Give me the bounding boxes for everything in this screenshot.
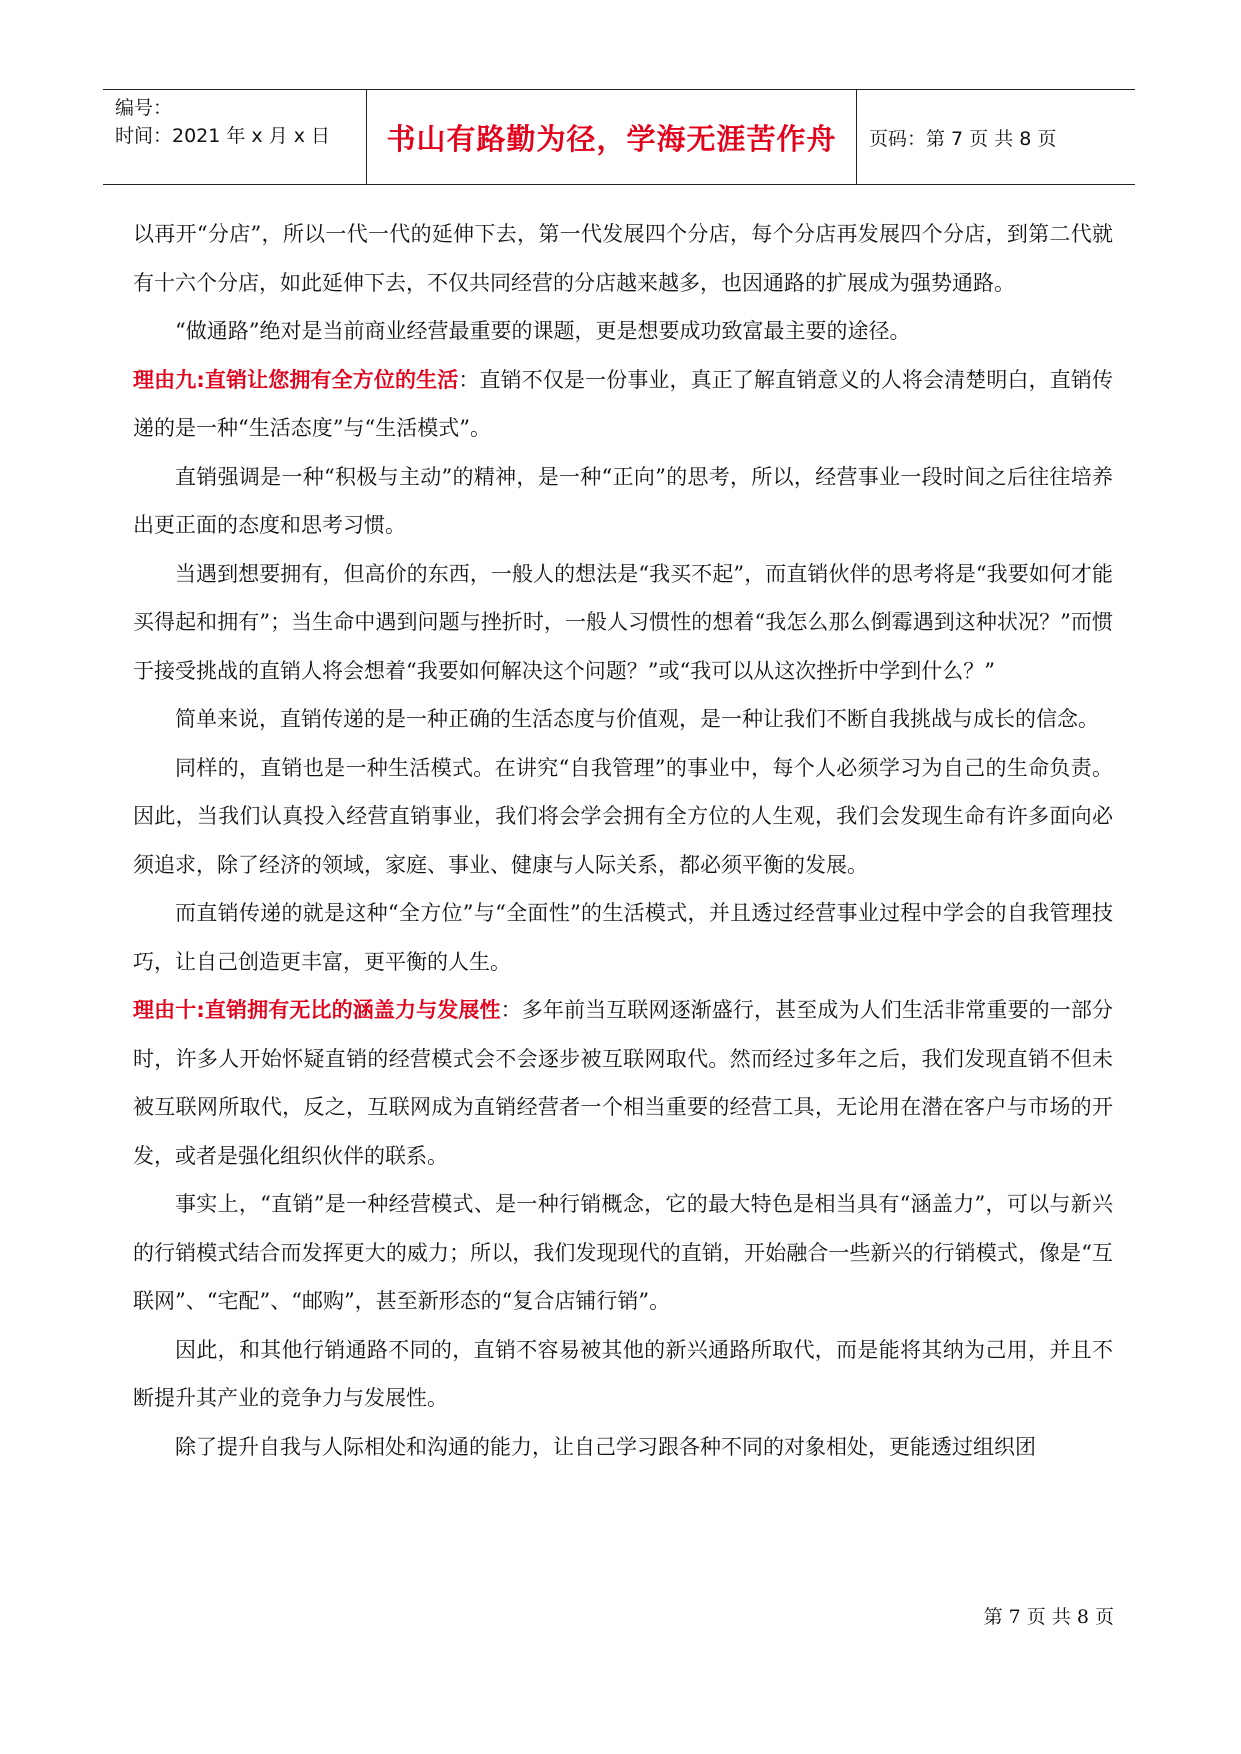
- paragraph-text: ：多年前当互联网逐渐盛行，甚至成为人们生活非常重要的一部分时，许多人开始怀疑直销的经营模式会不会逐步被互联网取代。然而经过多年之后，我们发现直销不但未被互联网所取代，反之，互联网成为直销经营者一个相当重要的经营工具，无论用在潜在客户与市场的开发，或者是强化组织伙伴的联系。: [133, 998, 1113, 1168]
- paragraph: [133, 986, 1113, 1180]
- paragraph-text: ：直销不仅是一份事业，真正了解直销意义的人将会清楚明白，直销传递的是一种“生活态度”与“生活模式”。: [133, 367, 1113, 440]
- paragraph: 当遇到想要拥有，但高价的东西，一般人的想法是“我买不起”，而直销伙伴的思考将是“我要如何才能买得起和拥有”；当生命中遇到问题与挫折时，一般人习惯性的想着“我怎么那么倒霉遇到这种状况？”而惯于接受挑战的直销人将会想着“我要如何解决这个问题？”或“我可以从这次挫折中学到什么？”: [133, 561, 1113, 683]
- header-motto: 书山有路勤为径，学海无涯苦作舟: [367, 90, 857, 184]
- paragraph: 以再开“分店”，所以一代一代的延伸下去，第一代发展四个分店，每个分店再发展四个分店，到第二代就有十六个分店，如此延伸下去，不仅共同经营的分店越来越多，也因通路的扩展成为强势通路。: [133, 222, 1113, 295]
- section-heading-reason-9: 理由九:直销让您拥有全方位的生活: [133, 367, 459, 392]
- header-meta: [103, 90, 367, 184]
- paragraph: 而直销传递的就是这种“全方位”与“全面性”的生活模式，并且透过经营事业过程中学会的自我管理技巧，让自己创造更丰富，更平衡的人生。: [133, 901, 1113, 974]
- paragraph: 直销强调是一种“积极与主动”的精神，是一种“正向”的思考，所以，经营事业一段时间之后往往培养出更正面的态度和思考习惯。: [133, 464, 1113, 537]
- paragraph: 事实上，“直销”是一种经营模式、是一种行销概念，它的最大特色是相当具有“涵盖力”，可以与新兴的行销模式结合而发挥更大的威力；所以，我们发现现代的直销，开始融合一些新兴的行销模式，像是“互联网”、“宅配”、“邮购”，甚至新形态的“复合店铺行销”。: [133, 1192, 1113, 1313]
- document-number-label: 编号：: [115, 97, 173, 119]
- document-time-label: 时间：2021 年 x 月 x 日: [115, 125, 331, 147]
- section-heading-reason-10: 理由十:直销拥有无比的涵盖力与发展性: [133, 998, 501, 1022]
- paragraph: [133, 356, 1113, 453]
- paragraph: 因此，和其他行销通路不同的，直销不容易被其他的新兴通路所取代，而是能将其纳为己用，并且不断提升其产业的竞争力与发展性。: [133, 1337, 1113, 1410]
- paragraph: 同样的，直销也是一种生活模式。在讲究“自我管理”的事业中，每个人必须学习为自己的生命负责。因此，当我们认真投入经营直销事业，我们将会学会拥有全方位的人生观，我们会发现生命有许多面向必须追求，除了经济的领域，家庭、事业、健康与人际关系，都必须平衡的发展。: [133, 755, 1113, 877]
- document-body: [133, 210, 1113, 1471]
- paragraph: 除了提升自我与人际相处和沟通的能力，让自己学习跟各种不同的对象相处，更能透过组织团: [175, 1434, 1036, 1459]
- header-page-info: 页码：第 7 页 共 8 页: [869, 127, 1057, 150]
- document-header: [103, 89, 1135, 185]
- paragraph: 简单来说，直销传递的是一种正确的生活态度与价值观，是一种让我们不断自我挑战与成长的信念。: [175, 707, 1099, 731]
- page-footer: 第 7 页 共 8 页: [983, 1606, 1114, 1628]
- paragraph: “做通路”绝对是当前商业经营最重要的课题，更是想要成功致富最主要的途径。: [175, 319, 911, 343]
